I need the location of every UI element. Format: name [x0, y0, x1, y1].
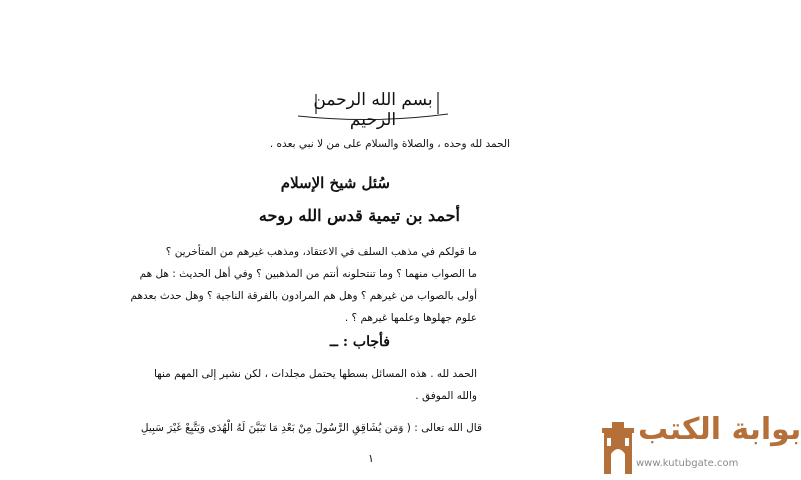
- author-heading: أحمد بن تيمية قدس الله روحه: [258, 206, 460, 225]
- intro-line: الحمد لله وحده ، والصلاة والسلام على من لا نبي بعده .: [269, 138, 510, 150]
- answer-line: الحمد لله . هذه المسائل بسطها يحتمل مجلدات ، لكن نشير إلى المهم منها: [153, 368, 477, 380]
- question-line: ما الصواب منهما ؟ وما تنتحلونه أنتم من المذهبين ؟ وفي أهل الحديث : هل هم: [139, 268, 477, 280]
- answer-label: فأجاب : ــ: [329, 334, 390, 350]
- question-line: أولى بالصواب من غيرهم ؟ وهل هم المرادون بالفرقة الناجية ؟ وهل حدث بعدهم: [130, 290, 477, 302]
- watermark-url: www.kutubgate.com: [636, 458, 739, 469]
- basmala-text: بسم الله الرحمن الرحيم: [313, 90, 433, 130]
- watermark-text: بوابة الكتب: [638, 412, 801, 447]
- watermark-logo: [600, 410, 801, 476]
- answer-line: والله الموفق .: [415, 390, 477, 402]
- question-line: علوم جهلوها وعلمها غيرهم ؟ .: [344, 312, 477, 324]
- gate-icon: [600, 418, 636, 476]
- question-line: ما قولكم في مذهب السلف في الاعتقاد، ومذهب غيرهم من المتأخرين ؟: [165, 246, 477, 258]
- page-number: ١: [368, 452, 374, 465]
- basmala-calligraphy: [288, 84, 458, 130]
- question-heading: سُئل شيخ الإسلام: [280, 174, 390, 192]
- quran-verse-line: قال الله تعالى : ( وَمَن يُشَاقِقِ الرَّسُولَ مِنْ بَعْدِ مَا تَبَيَّنَ لَهُ الْهُدَى وَيَتَّبِعْ غَيْرَ سَبِيلِ: [140, 422, 482, 434]
